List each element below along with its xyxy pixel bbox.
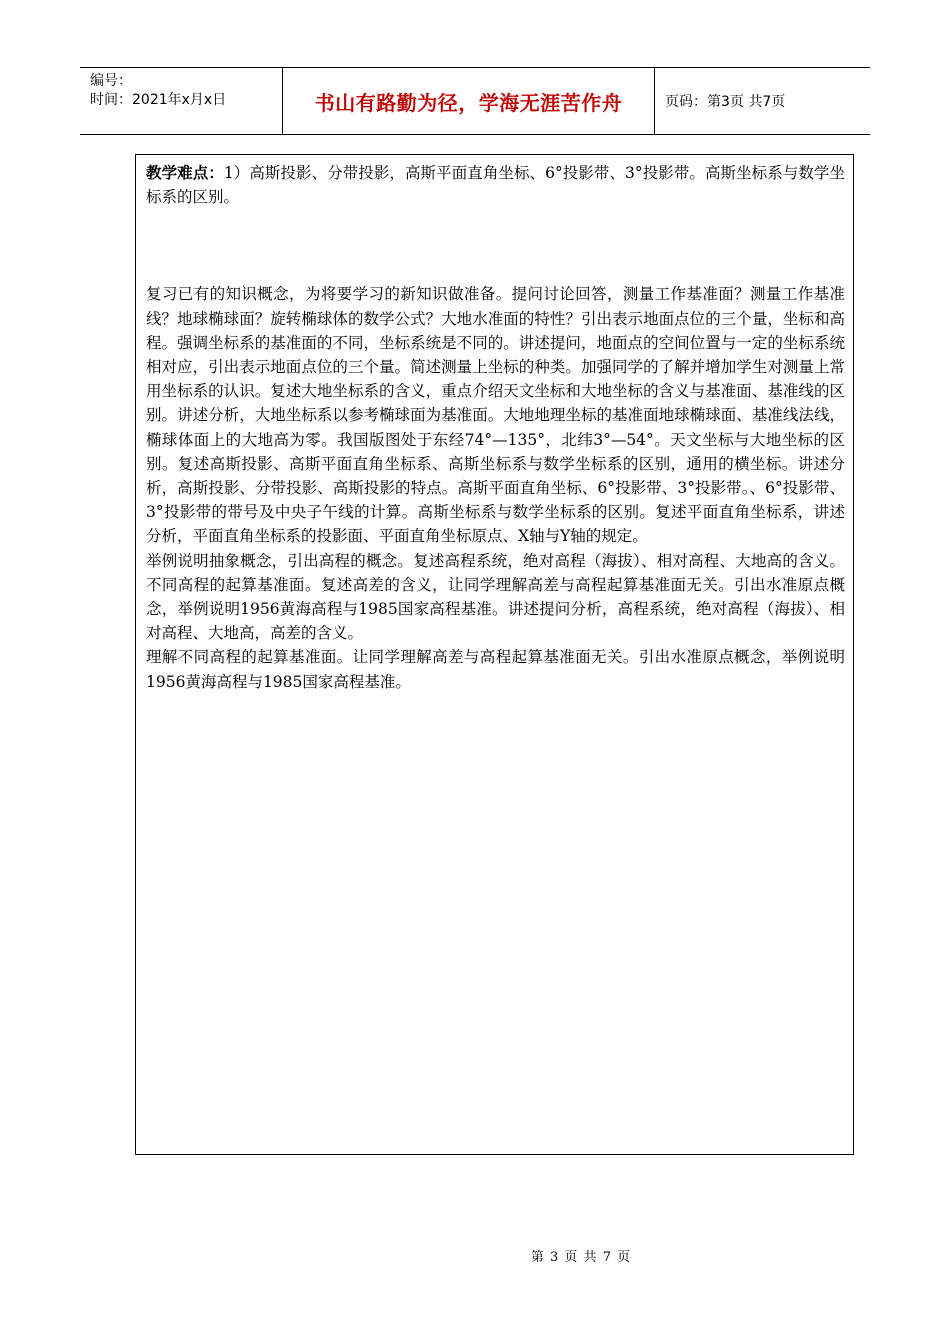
header-motto: 书山有路勤为径，学海无涯苦作舟 — [283, 68, 655, 134]
paragraph-datum: 理解不同高程的起算基准面。让同学理解高差与高程起算基准面无关。引出水准原点概念，举例说明1956黄海高程与1985国家高程基准。 — [146, 648, 845, 691]
difficulty-label: 教学难点： — [146, 163, 224, 182]
paragraph-review: 复习已有的知识概念，为将要学习的新知识做准备。提问讨论回答，测量工作基准面？测量工作基准线？地球椭球面？旋转椭球体的数学公式？大地水准面的特性？引出表示地面点位的三个量，坐标和高程。强调坐标系的基准面的不同，坐标系统是不同的。讲述提问，地面点的空间位置与一定的坐标系统相对应，引出表示地面点位的三个量。简述测量上坐标的种类。加强同学的了解并增加学生对测量上常用坐标系的认识。复述大地坐标系的含义，重点介绍天文坐标和大地坐标的含义与基准面、基准线的区别。讲述分析，大地坐标系以参考椭球面为基准面。大地地理坐标的基准面地球椭球面、基准线法线，椭球体面上的大地高为零。我国版图处于东经74°—135°，北纬3°—54°。天文坐标与大地坐标的区别。复述高斯投影、高斯平面直角坐标系、高斯坐标系与数学坐标系的区别，通用的横坐标。讲述分析，高斯投影、分带投影、高斯投影的特点。高斯平面直角坐标、6°投影带、3°投影带。、6°投影带、3°投影带的带号及中央子午线的计算。高斯坐标系与数学坐标系的区别。复述平面直角坐标系，讲述分析，平面直角坐标系的投影面、平面直角坐标原点、X轴与Y轴的规定。 — [146, 285, 845, 546]
paragraph-elevation: 举例说明抽象概念，引出高程的概念。复述高程系统，绝对高程（海拔）、相对高程、大地高的含义。不同高程的起算基准面。复述高差的含义，让同学理解高差与高程起算基准面无关。引出水准原点概念，举例说明1956黄海高程与1985国家高程基准。讲述提问分析，高程系统，绝对高程（海拔）、相对高程、大地高，高差的含义。 — [146, 551, 845, 643]
page-footer: 第 3 页 共 7 页 — [530, 1250, 632, 1265]
header-meta — [80, 68, 283, 134]
page-header — [80, 67, 870, 135]
teaching-difficulty — [146, 161, 845, 209]
header-page-info: 页码：第3页 共7页 — [665, 94, 786, 110]
code-label: 编号： — [90, 73, 132, 89]
time-label: 时间：2021年x月x日 — [90, 92, 227, 108]
difficulty-text: 1）高斯投影、分带投影，高斯平面直角坐标、6°投影带、3°投影带。高斯坐标系与数学坐标系的区别。 — [146, 164, 845, 207]
lesson-content-box — [135, 154, 854, 1155]
blank-space — [146, 209, 845, 282]
